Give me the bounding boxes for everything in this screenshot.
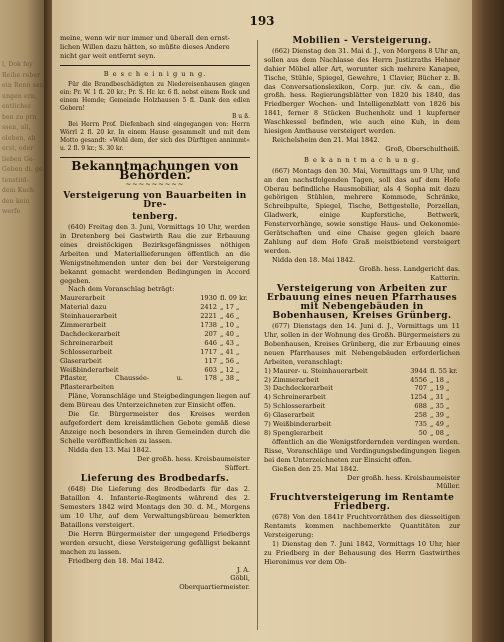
cost-intro: Nach dem Voranschlag beträgt:	[68, 285, 175, 294]
notice-text-2: Pläne, Voranschläge und Steigbedingungen liegen auf dem Büreau des Unterzeichneten zur Einsicht offen.	[60, 392, 250, 410]
notice-title-cont: tenberg.	[132, 212, 178, 223]
cost-row	[60, 348, 250, 357]
cost-row	[264, 393, 460, 402]
ornament-dashes: ~~~~~~~~~	[125, 180, 185, 189]
cost-label: Maurerarbeit	[60, 294, 106, 303]
cost-amount: 2412	[200, 303, 217, 312]
cost-amount: 1254	[410, 393, 427, 402]
cost-label: Schreinerarbeit	[60, 338, 113, 347]
cost-amount: 258	[414, 411, 427, 420]
cost-label: 6) Glaserarbeit	[264, 411, 315, 420]
cost-amount: 735	[414, 420, 427, 429]
cost-amount: 1930	[200, 294, 217, 303]
cost-amount: 1717	[200, 347, 217, 356]
signature-line: Göbli,	[230, 574, 250, 583]
signature-line: Oberquartiermeister.	[179, 583, 250, 592]
cost-amount: 646	[204, 338, 217, 347]
cost-label: 4) Schreinerarbeit	[264, 393, 326, 402]
cost-row	[264, 411, 460, 420]
section-heading: Bekanntmachungen von Behörden.	[71, 158, 239, 182]
cost-row	[60, 374, 250, 392]
notice-date: Reichelsheim den 21. Mai 1842.	[272, 135, 380, 144]
notice-title: Fruchtversteigerung im Rentamte Friedberg.	[269, 493, 455, 513]
notice-text: (677) Dienstags den 14. Juni d. J., Vormittags um 11 Uhr, sollen in der Wohnung des Großh. Bürgermeisters zu Bobenhausen, Kreises Grünberg, die zur Erbauung eines neuen Pfarrhauses mit Nebengebäuden erforderlichen Arbeiten, veranschlagt:	[264, 322, 460, 366]
cost-row	[264, 429, 460, 438]
cost-unit: „ 35 „	[430, 402, 450, 411]
cost-label: Glaserarbeit	[60, 356, 102, 365]
cost-table	[60, 294, 250, 392]
cost-unit: „ 39 „	[430, 411, 450, 420]
cost-unit: „ 41 „	[220, 347, 240, 356]
book-edge	[472, 0, 504, 642]
cost-amount: 117	[204, 356, 217, 365]
cost-row	[60, 339, 250, 348]
notice-text: (662) Dienstag den 31. Mai d. J., von Morgens 8 Uhr an, sollen aus dem Nachlasse des Herrn Justizraths Hehner dahier Möbel aller Art, worunter sich mehrere Kanapee, Tische, Stühle, Spiegel, Gewehre, 1 Clavier, Bücher z. B. das Conversationslexikon, Corp. jur. civ. & can., die großh. hess. Regierungsblätter von 1820 bis 1840, das Friedberger Wochen- und Intelligenzblatt von 1826 bis 1841, ferner 8 Stücken Buchenholz und 1 kupferner Waschkessel befinden, wie auch eine Kuh, in dem hiesigen Amthause versteigert werden.	[264, 46, 460, 136]
left-column	[60, 34, 250, 592]
signature-line: J. A.	[236, 565, 250, 574]
cost-amount: 207	[204, 329, 217, 338]
cost-row	[264, 420, 460, 429]
column-divider	[257, 40, 258, 630]
cost-label: Zimmerarbeit	[60, 321, 107, 330]
notice-date: Gießen den 25. Mai 1842.	[272, 464, 359, 473]
cost-unit: „ 38 „	[220, 374, 240, 383]
cost-amount: 688	[414, 402, 427, 411]
notice-signature: Großh. hess. Landgericht das.	[359, 264, 460, 273]
cost-amount: 1738	[200, 321, 217, 330]
left-page-fragments: l, Dok fey Reihe reber ein Renn sen ungen ern, entlicher ben zu prn ssen, all, oleben, ab erst, oder lieben Ge- Geben di. ge tenstiid- dem Kuch den kein werfe	[2, 61, 44, 215]
cost-amount: 4556	[410, 375, 427, 384]
cost-label: Pflaster, Chaussée- u. Pflasterarbeiten	[60, 374, 183, 392]
cost-unit: „ 17 „	[220, 303, 240, 312]
notice-title: B e k a n n t m a c h u n g.	[304, 155, 420, 164]
book-page	[52, 0, 472, 642]
cost-unit: „ 49 „	[430, 420, 450, 429]
notice-signature: Der großh. hess. Kreisbaumeister	[137, 454, 250, 463]
notice-text-2: öffentlich an die Wenigstfordernden verdingen werden. Risse, Voranschläge und Verdingungsbedingungen liegen bei dem Unterzeichneten zur Einsicht offen.	[264, 437, 460, 464]
cost-row	[264, 376, 460, 385]
bescheinigung-text: Für die Brandbeschädigten zu Niedereisenhausen gingen ein: Pr. W. 1 fl. 20 kr.; Pr. S. Hr. kr. 6 fl. nebst einem Rock und einem Hemde; Gemeinde Holzhausen 5 fl. Dank den edlen Gebern!	[60, 80, 250, 112]
notice-signature: Der großh. hess. Kreisbaumeister	[347, 473, 460, 482]
notice-text-3: Die Gr. Bürgermeister des Kreises werden aufgefordert dem kreisämtlichen Gebote gemäß diese Anzeige noch besonders in ihren Gemeinden durch die Schelle veröffentlichen zu lassen.	[60, 410, 250, 445]
cost-row	[264, 384, 460, 393]
left-page-margin	[0, 0, 44, 642]
cost-amount: 707	[414, 384, 427, 393]
intro-line: nicht gar weit entfernt seyn.	[60, 51, 156, 60]
notice-title: Versteigerung von Bauarbeiten in Dre-	[63, 191, 247, 211]
cost-label: 2) Zimmerarbeit	[264, 375, 320, 384]
cost-row	[60, 303, 250, 312]
cost-unit: „ 43 „	[220, 338, 240, 347]
cost-unit: „ 18 „	[430, 375, 450, 384]
notice-date: Nidda den 13. Mai 1842.	[68, 445, 152, 454]
page-number: 193	[249, 14, 275, 28]
cost-row	[60, 312, 250, 321]
cost-unit: „ 19 „	[430, 384, 450, 393]
cost-unit: fl. 55 kr.	[430, 366, 458, 375]
cost-row	[60, 366, 250, 375]
cost-label: 3) Dachdeckerarbeit	[264, 384, 333, 393]
cost-unit: „ 10 „	[220, 321, 240, 330]
bescheinigung-title: B e s c h e i n i g u n g.	[103, 69, 207, 78]
cost-unit: „ 31 „	[430, 393, 450, 402]
cost-label: 1) Maurer- u. Steinhauerarbeit	[264, 366, 368, 375]
notice-text: (678) Von den 1841r Fruchtvorräthen des diesseitigen Rentamts kommen nachbemerkte Quantitäten zur Versteigerung:	[264, 513, 460, 539]
cost-label: Weißbinderarbeit	[60, 365, 119, 374]
intro-line: lichen Willen dazu hätten, so müßte dieses Andere	[60, 42, 230, 51]
cost-amount: 603	[204, 365, 217, 374]
notice-title: Versteigerung von Arbeiten zur Erbauung eines neuen Pfarrhauses mit Nebengebäuden in Bobenhausen, Kreises Grünberg.	[266, 284, 458, 322]
cost-unit: „ 40 „	[220, 329, 240, 338]
notice-item: 1) Dienstag den 7. Juni 1842, Vormittags 10 Uhr, hier zu Friedberg in der Behausung des Herrn Gastwirthes Hieronimus vor dem Ob-	[264, 539, 460, 566]
bescheinigung-text-2: Bei Herrn Prof. Diefenbach sind eingegangen von: Herrn Wörrl 2 fl. 20 kr. In einem Hause gesammelt und mit dem Motto gesandt: »Wohl dem, der sich des Dürftigen annimmt« u. 2 fl. 9 kr.; S. 30 kr.	[60, 120, 250, 152]
cost-label: Dachdeckerarbeit	[60, 329, 120, 338]
notice-text: (648) Die Lieferung des Brodbedarfs für das 2. Bataillon 4. Infanterie-Regiments während des 2. Semesters 1842 wird Montags den 30. d. M., Morgens um 10 Uhr, auf dem Verwaltungsbüreau bemerkten Bataillons versteigert.	[60, 485, 250, 529]
intro-line: meine, wenn wir nur immer und überall den ernst-	[60, 34, 230, 42]
cost-table	[264, 367, 460, 438]
notice-signature-name: Katterin.	[430, 273, 460, 282]
cost-row	[264, 367, 460, 376]
notice-date: Nidda den 18. Mai 1842.	[272, 255, 356, 264]
cost-unit: fl. 09 kr.	[220, 294, 248, 303]
notice-title: Lieferung des Brodbedarfs.	[80, 474, 230, 485]
cost-unit: „ 56 „	[220, 356, 240, 365]
cost-row	[60, 294, 250, 303]
right-column	[264, 34, 460, 567]
cost-row	[60, 357, 250, 366]
cost-label: 8) Spenglerarbeit	[264, 428, 324, 437]
cost-label: 5) Schlosserarbeit	[264, 402, 326, 411]
cost-label: Material dazu	[60, 303, 107, 312]
notice-signature-name: Müller.	[436, 482, 460, 491]
cost-label: 7) Weißbinderarbeit	[264, 420, 332, 429]
divider-line	[60, 157, 250, 158]
cost-row	[60, 330, 250, 339]
notice-signature: Groß, Oberschultheiß.	[385, 144, 460, 153]
cost-unit: „ 12 „	[220, 365, 240, 374]
cost-row	[264, 402, 460, 411]
cost-amount: 3944	[410, 366, 427, 375]
notice-text: (640) Freitag den 3. Juni, Vormittags 10 Uhr, werden in Dretenberg bei Gastwirth Rau die zur Erbauung eines dreistöckigen Bezirksgefängnisses nöthigen Arbeiten und Materiallieferungen öffentlich an die Wenigstnehmenden unter den bei der Versteigerung bekannt gemacht werdenden Bedingungen in Accord gegeben.	[60, 223, 250, 285]
cost-amount: 50	[418, 428, 427, 437]
notice-signature-name: Süffert.	[224, 463, 250, 472]
cost-unit: „ 08 „	[430, 428, 450, 437]
cost-amount: 178	[204, 374, 217, 383]
cost-amount: 2221	[200, 312, 217, 321]
bescheinigung-signature: B u ß.	[231, 112, 250, 120]
cost-row	[60, 321, 250, 330]
notice-text: (667) Montags den 30. Mai, Vormittags um 9 Uhr, und an den nachstfolgenden Tagen, soll das auf dem Hofe Oberau befindliche Hausmobiliar, als 4 Sopha mit dazu gehörigen Stühlen, mehrere Kommode, Schränke, Schreibpulte, Spiegel, Tische, Bettgestelle, Porzellan, Gladwerk, einige Kupferstiche, Bettwerk, Fenstervorhänge, sowie sonstige Haus- und Oekonomie-Gerätschaften und eine Chaise gegen gleich baare Zahlung auf dem Hofe Graß meistbietend versteigert werden.	[264, 166, 460, 255]
notice-date: Friedberg den 18. Mai 1842.	[68, 556, 165, 565]
cost-label: Schlosserarbeit	[60, 347, 113, 356]
notice-title: Mobilien - Versteigerung.	[292, 36, 432, 46]
cost-label: Steinhauerarbeit	[60, 312, 117, 321]
cost-unit: „ 46 „	[220, 312, 240, 321]
notice-text-2: Die Herrn Bürgermeister der umgegend Friedbergs werden ersucht, diese Versteigerung gefälligst bekannt machen zu lassen.	[60, 529, 250, 556]
divider-line	[60, 65, 250, 66]
